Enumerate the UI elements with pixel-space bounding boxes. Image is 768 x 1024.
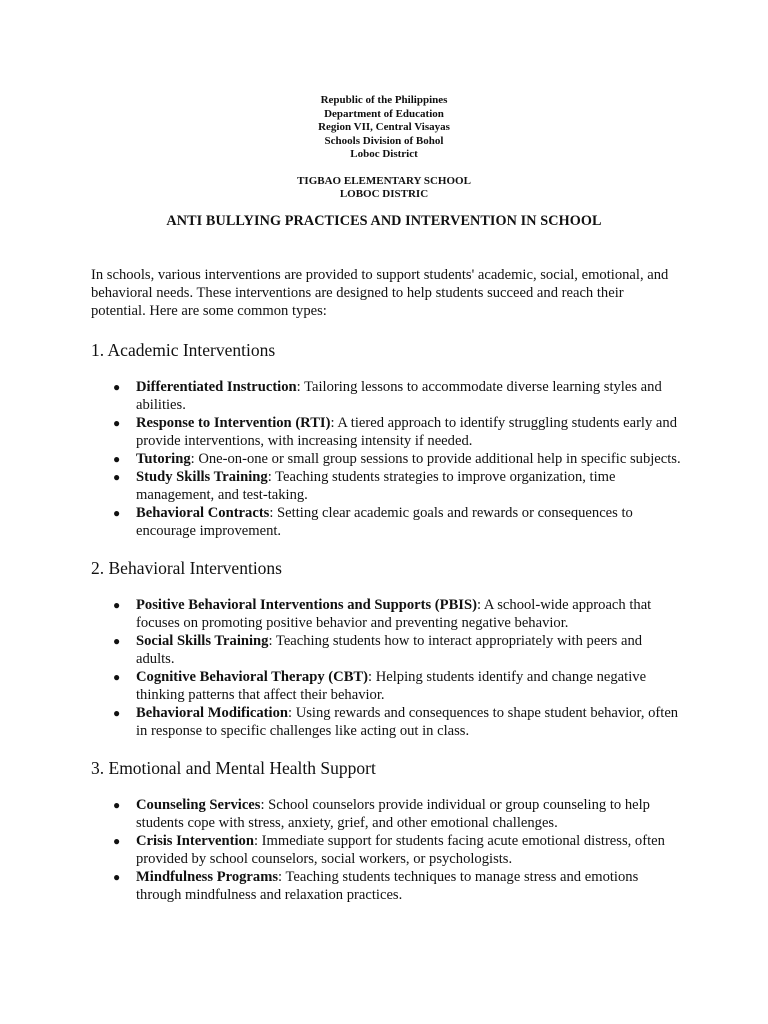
bullet-icon: ● — [113, 870, 121, 884]
academic-interventions-list — [91, 378, 681, 540]
item-term: Behavioral Contracts — [136, 505, 270, 521]
letterhead-department: Department of Education — [324, 107, 444, 120]
bullet-icon: ● — [113, 634, 121, 648]
section-heading-academic: 1. Academic Interventions — [91, 340, 276, 360]
item-description: : Setting clear academic goals and rewards or consequences to encourage improvement. — [136, 505, 633, 539]
item-term: Mindfulness Programs — [136, 869, 279, 885]
list-item — [91, 868, 681, 904]
item-term: Counseling Services — [136, 797, 261, 813]
list-item — [91, 704, 681, 740]
item-description: : One-on-one or small group sessions to provide additional help in specific subjects. — [190, 451, 681, 467]
list-item — [91, 668, 681, 704]
letterhead-region: Region VII, Central Visayas — [318, 121, 450, 133]
section-heading-emotional: 3. Emotional and Mental Health Support — [91, 758, 376, 778]
list-item — [91, 414, 681, 450]
item-term: Behavioral Modification — [136, 705, 289, 721]
item-term: Response to Intervention (RTI) — [136, 415, 331, 431]
item-description: : Teaching students how to interact appropriately with peers and adults. — [136, 633, 643, 667]
list-item — [91, 504, 681, 540]
school-name: TIGBAO ELEMENTARY SCHOOL — [297, 174, 471, 187]
bullet-icon: ● — [113, 798, 121, 812]
document-body — [91, 266, 681, 904]
bullet-icon: ● — [113, 598, 121, 612]
item-description: : A tiered approach to identify struggling students early and provide interventions, with increasing intensity if needed. — [136, 415, 678, 449]
list-item — [91, 468, 681, 504]
item-description: : Immediate support for students facing acute emotional distress, often provided by school counselors, social workers, or psychologists. — [136, 833, 665, 867]
item-term: Tutoring — [136, 451, 191, 467]
list-item — [91, 632, 681, 668]
bullet-icon: ● — [113, 706, 121, 720]
section-heading-behavioral: 2. Behavioral Interventions — [91, 558, 282, 578]
letterhead — [0, 94, 768, 202]
item-term: Cognitive Behavioral Therapy (CBT) — [136, 669, 369, 685]
bullet-icon: ● — [113, 506, 121, 520]
letterhead-republic: Republic of the Philippines — [320, 94, 448, 106]
bullet-icon: ● — [113, 452, 121, 466]
document-title: ANTI BULLYING PRACTICES AND INTERVENTION IN SCHOOL — [166, 213, 602, 229]
list-item — [91, 832, 681, 868]
school-district: LOBOC DISTRIC — [339, 188, 429, 200]
item-description: : School counselors provide individual or group counseling to help students cope with stress, anxiety, grief, and other emotional challenges. — [136, 797, 650, 831]
letterhead-district: Loboc District — [350, 148, 418, 160]
list-item — [91, 596, 681, 632]
bullet-icon: ● — [113, 470, 121, 484]
item-term: Differentiated Instruction — [136, 379, 297, 395]
item-description: : Tailoring lessons to accommodate diverse learning styles and abilities. — [136, 379, 662, 413]
list-item — [91, 450, 681, 468]
letterhead-division: Schools Division of Bohol — [324, 134, 444, 147]
bullet-icon: ● — [113, 834, 121, 848]
bullet-icon: ● — [113, 670, 121, 684]
bullet-icon: ● — [113, 416, 121, 430]
list-item — [91, 796, 681, 832]
item-description: : Helping students identify and change negative thinking patterns that affect their behavior. — [136, 669, 647, 703]
list-item — [91, 378, 681, 414]
item-description: : A school-wide approach that focuses on promoting positive behavior and preventing negative behavior. — [136, 597, 652, 631]
item-term: Study Skills Training — [136, 469, 268, 485]
behavioral-interventions-list — [91, 596, 681, 740]
bullet-icon: ● — [113, 380, 121, 394]
item-description: : Teaching students techniques to manage stress and emotions through mindfulness and relaxation practices. — [136, 869, 639, 903]
intro-paragraph: In schools, various interventions are provided to support students' academic, social, emotional, and behavioral needs. These interventions are designed to help students succeed and reach their potential. Here are some common types: — [91, 267, 669, 319]
emotional-support-list — [91, 796, 681, 904]
item-term: Social Skills Training — [136, 633, 269, 649]
item-description: : Teaching students strategies to improve organization, time management, and test-taking. — [136, 469, 616, 503]
item-term: Crisis Intervention — [136, 833, 254, 849]
item-description: : Using rewards and consequences to shape student behavior, often in response to specific challenges like acting out in class. — [136, 705, 679, 739]
item-term: Positive Behavioral Interventions and Supports (PBIS) — [136, 597, 477, 613]
